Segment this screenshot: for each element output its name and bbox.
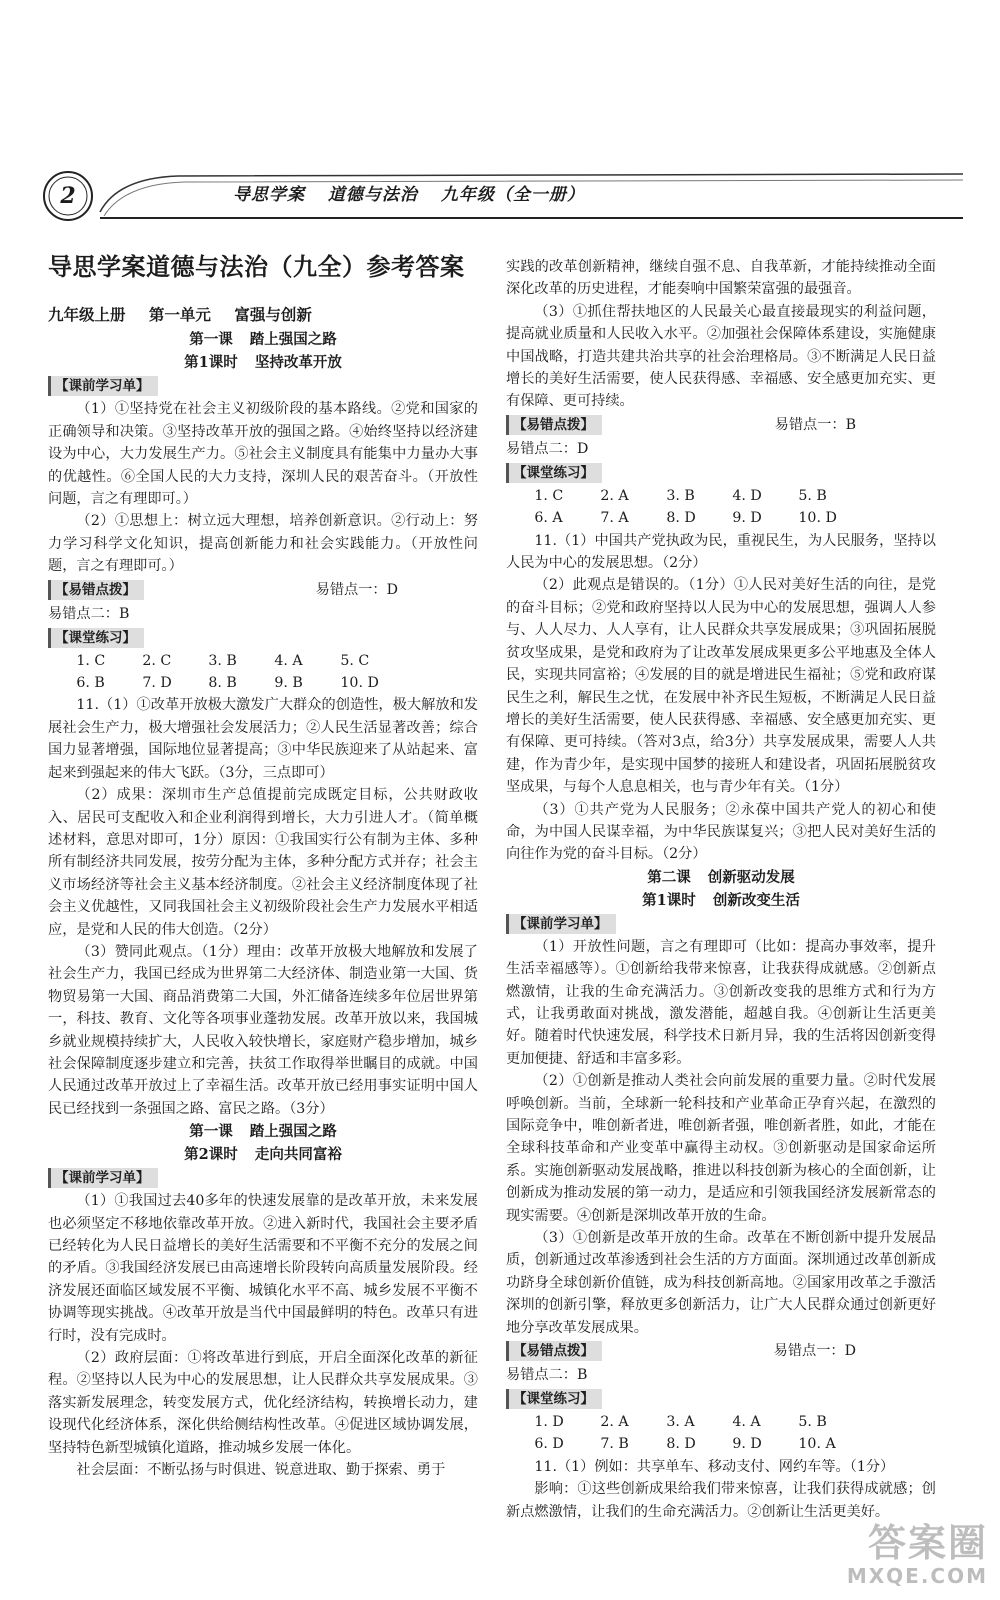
choice-answer: 1. D (534, 1414, 564, 1431)
page-header (38, 168, 968, 223)
choice-answer: 10. D (798, 510, 837, 527)
choice-answer: 1. C (534, 487, 564, 504)
period-name: 创新改变生活 (712, 891, 800, 909)
page-number: 2 (60, 183, 76, 209)
answer-paragraph: （1）①坚持党在社会主义初级阶段的基本路线。②党和国家的正确领导和决策。③坚持改革开放的强国之路。④始终坚持以经济建设为中心，大力发展生产力。⑤社会主义制度具有能集中力量办大事的优越性。⑥全国人民的大力支持，深圳人民的艰苦奋斗。（开放性问题，言之有理即可。） (48, 401, 478, 508)
choice-answer: 10. D (340, 675, 379, 692)
lesson-name: 踏上强国之路 (249, 331, 337, 349)
tag-error-tips: 【易错点拨】 (506, 415, 602, 435)
period-name: 走向共同富裕 (254, 1146, 342, 1164)
choice-answer: 3. A (666, 1414, 695, 1431)
error-points (48, 578, 478, 626)
choice-answer: 7. A (600, 510, 629, 527)
error-point-2: 易错点二：B (48, 605, 130, 622)
header-book: 导思学案 (233, 185, 305, 205)
answer-paragraph: （1）开放性问题，言之有理即可（比如：提高办事效率，提升生活幸福感等）。①创新给我带来惊喜，让我获得成就感。②创新点燃激情，让我的生命充满活力。③创新改变我的思维方式和行为方式，让我勇敢面对挑战，激发潜能，超越自我。④创新让生活更美好。随着时代快速发展，科学技术日新月异，我的生活将因创新变得更加便捷、舒适和丰富多彩。 (506, 938, 936, 1067)
lesson-number: 第一课 (189, 331, 233, 349)
period-number: 第1课时 (184, 354, 238, 372)
error-points (506, 1339, 936, 1387)
period-name: 坚持改革开放 (254, 354, 342, 372)
error-point-2: 易错点二：D (506, 440, 589, 457)
choice-answer: 5. C (340, 652, 370, 669)
answer-paragraph: （2）政府层面：①将改革进行到底，开启全面深化改革的新征程。②坚持以人民为中心的发展思想，让人民群众共享发展成果。③落实新发展理念，转变发展方式，优化经济结构，转换增长动力，建设现代化经济体系，深化供给侧结构性改革。④促进区域协调发展，坚持特色新型城镇化道路，推动城乡发展一体化。 (48, 1350, 478, 1456)
choice-answer: 6. D (534, 1436, 564, 1453)
error-point-1: 易错点一：D (315, 581, 398, 598)
choice-answer: 8. B (208, 675, 237, 692)
choice-answer: 8. D (666, 510, 696, 527)
unit-grade: 九年级上册 (48, 306, 126, 324)
choice-answer: 3. B (666, 487, 695, 504)
period-number: 第2课时 (184, 1146, 238, 1164)
error-point-1: 易错点一：B (774, 416, 856, 433)
header-subject: 道德与法治 (327, 185, 418, 205)
choice-answer: 9. D (732, 510, 762, 527)
answer-paragraph: 11.（1）中国共产党执政为民，重视民生，为人民服务，坚持以人民为中心的发展思想。（2分） (506, 532, 936, 572)
lesson-name: 踏上强国之路 (249, 1123, 337, 1141)
tag-error-tips: 【易错点拨】 (48, 580, 144, 600)
lesson-heading (48, 1120, 478, 1143)
header-title (233, 180, 601, 205)
choice-answer: 2. A (600, 1414, 629, 1431)
tag-error-tips: 【易错点拨】 (506, 1341, 602, 1361)
lesson-name: 创新驱动发展 (707, 868, 795, 886)
answer-paragraph: 11.（1）①改革开放极大激发广大群众的创造性，极大解放和发展社会生产力，极大增强社会发展活力；②人民生活显著改善；综合国力显著增强，国际地位显著提高；③中华民族迎来了从站起来、富起来到强起来的伟大飞跃。（3分，三点即可） (48, 697, 478, 781)
choice-answer: 4. A (732, 1414, 761, 1431)
watermark (818, 1522, 988, 1592)
period-number: 第1课时 (642, 891, 696, 909)
tag-class-practice: 【课堂练习】 (48, 628, 144, 648)
period-heading (48, 351, 478, 374)
error-point-1: 易错点一：D (773, 1343, 856, 1360)
unit-number: 第一单元 (148, 306, 211, 324)
lesson-heading (506, 866, 936, 889)
choice-answer: 7. B (600, 1436, 629, 1453)
right-column (506, 256, 936, 1523)
answer-paragraph: （2）成果：深圳市生产总值提前完成既定目标，公共财政收入、居民可支配收入和企业利润得到增长，大力引进人才。（简单概述材料，意思对即可，1分）原因：①我国实行公有制为主体、多种所有制经济共同发展，按劳分配为主体，多种分配方式并存；社会主义市场经济等社会主义基本经济制度。②社会主义经济制度体现了社会主义优越性，又同我国社会主义初级阶段社会生产力发展水平相适应，是党和人民的伟大创造。（2分） (48, 787, 478, 938)
answer-paragraph: （3）赞同此观点。（1分）理由：改革开放极大地解放和发展了社会生产力，我国已经成为世界第二大经济体、制造业第一大国、货物贸易第一大国、商品消费第二大国，外汇储备连续多年位居世界第一，科技、教育、文化等各项事业蓬勃发展。改革开放以来，我国城乡就业规模持续扩大，人民收入较快增长，家庭财产稳步增加，城乡社会保障制度逐步建立和完善，扶贫工作取得举世瞩目的成就。中国人民通过改革开放过上了幸福生活。改革开放已经用事实证明中国人民已经找到一条强国之路、富民之路。（3分） (48, 943, 478, 1117)
unit-theme: 富强与创新 (234, 306, 312, 324)
choice-answer: 5. B (798, 1414, 827, 1431)
choice-answer: 2. A (600, 487, 629, 504)
tag-pre-study: 【课前学习单】 (48, 376, 158, 396)
choice-answer: 4. D (732, 487, 762, 504)
choice-answer: 9. B (274, 675, 303, 692)
lesson-number: 第一课 (189, 1123, 233, 1141)
lesson-number: 第二课 (647, 868, 691, 886)
answer-paragraph: （2）①创新是推动人类社会向前发展的重要力量。②时代发展呼唤创新。当前，全球新一轮科技和产业革命正孕育兴起，在激烈的国际竞争中，唯创新者进，唯创新者强，唯创新者胜，如此，才能在全球科技革命和产业变革中赢得主动权。③创新驱动是国家命运所系。实施创新驱动发展战略，推进以科技创新为核心的全面创新，让创新成为推动发展的第一动力，是适应和引领我国经济发展新常态的现实需要。④创新是深圳改革开放的生命。 (506, 1073, 936, 1224)
header-grade: 九年级（全一册） (440, 185, 585, 205)
choice-answer: 10. A (798, 1436, 836, 1453)
answer-paragraph: （3）①抓住帮扶地区的人民最关心最直接最现实的利益问题，提高就业质量和人民收入水平。②加强社会保障体系建设，实施健康中国战略，打造共建共治共享的社会治理格局。③不断满足人民日益增长的美好生活需要，使人民获得感、幸福感、安全感更加充实、更有保障、更可持续。 (506, 303, 936, 410)
answer-paragraph: （1）①我国过去40多年的快速发展靠的是改革开放，未来发展也必须坚定不移地依靠改革开放。②进入新时代，我国社会主要矛盾已经转化为人民日益增长的美好生活需要和不平衡不充分的发展之间的矛盾。③我国经济发展已由高速增长阶段转向高质量发展阶段。经济发展还面临区域发展不平衡、城镇化水平不高、城乡发展不平衡不协调等现实挑战。④改革开放是当代中国最鲜明的特色。改革只有进行时，没有完成时。 (48, 1193, 478, 1344)
watermark-logo: 答案圈 (867, 1521, 988, 1565)
answer-paragraph: 影响：①这些创新成果给我们带来惊喜，让我们获得成就感；创新点燃激情，让我们的生命充满活力。②创新让生活更美好。 (506, 1481, 936, 1520)
period-heading (506, 889, 936, 912)
choice-answers (506, 1411, 864, 1456)
error-point-2: 易错点二：B (506, 1367, 588, 1384)
answer-paragraph: 社会层面：不断弘扬与时俱进、锐意进取、勤于探索、勇于 (76, 1462, 446, 1479)
choice-answers (506, 485, 864, 530)
answer-paragraph: （3）①创新是改革开放的生命。改革在不断创新中提升发展品质，创新通过改革渗透到社会生活的方方面面。深圳通过改革创新成功跻身全球创新价值链，成为科技创新高地。②国家用改革之手激活深圳的创新引擎，释放更多创新活力，让广大人民群众通过创新更好地分享改革发展成果。 (506, 1230, 936, 1336)
tag-pre-study: 【课前学习单】 (506, 914, 616, 934)
choice-answer: 2. C (142, 652, 172, 669)
answer-paragraph: 11.（1）例如：共享单车、移动支付、网约车等。（1分） (534, 1458, 895, 1475)
answer-paragraph: （2）①思想上：树立远大理想，培养创新意识。②行动上：努力学习科学文化知识，提高创新能力和社会实践能力。（开放性问题，言之有理即可。） (48, 513, 478, 575)
choice-answer: 1. C (76, 652, 106, 669)
left-column (48, 250, 478, 1481)
choice-answer: 5. B (798, 487, 827, 504)
tag-class-practice: 【课堂练习】 (506, 463, 602, 483)
period-heading (48, 1143, 478, 1166)
choice-answer: 3. B (208, 652, 237, 669)
choice-answer: 8. D (666, 1436, 696, 1453)
choice-answer: 9. D (732, 1436, 762, 1453)
choice-answer: 7. D (142, 675, 172, 692)
answer-paragraph: （2）此观点是错误的。（1分）①人民对美好生活的向往，是党的奋斗目标；②党和政府坚持以人民为中心的发展思想，强调人人参与、人人尽力、人人享有，让人民群众共享发展成果；③巩固拓展脱贫攻坚成果，是党和政府为了让改革发展成果更多公平地惠及全体人民，实现共同富裕；④发展的目的就是增进民生福祉；⑤党和政府谋民生之利，解民生之忧，在发展中补齐民生短板，不断满足人民日益增长的美好生活需要，使人民获得感、幸福感、安全感更加充实、更有保障、更可持续。（答对3点，给3分）共享发展成果，需要人人共建，作为青少年，是实现中国梦的接班人和建设者，巩固拓展脱贫攻坚成果，与每个人息息相关，也与青少年有关。（1分） (506, 577, 936, 796)
error-points (506, 413, 936, 461)
lesson-heading (48, 328, 478, 351)
choice-answer: 6. A (534, 510, 563, 527)
answer-paragraph: 实践的改革创新精神，继续自强不息、自我革新，才能持续推动全面深化改革的历史进程，才能奏响中国繁荣富强的最强音。 (506, 259, 936, 298)
tag-pre-study: 【课前学习单】 (48, 1168, 158, 1188)
watermark-url: MXQE.COM (846, 1564, 988, 1588)
choice-answer: 6. B (76, 675, 105, 692)
tag-class-practice: 【课堂练习】 (506, 1389, 602, 1409)
choice-answers (48, 650, 406, 695)
answer-paragraph: （3）①共产党为人民服务；②永葆中国共产党人的初心和使命，为中国人民谋幸福，为中华民族谋复兴；③把人民对美好生活的向往作为党的奋斗目标。（2分） (506, 801, 936, 863)
choice-answer: 4. A (274, 652, 303, 669)
unit-heading (48, 304, 478, 326)
document-title: 导思学案道德与法治（九全）参考答案 (48, 253, 465, 281)
